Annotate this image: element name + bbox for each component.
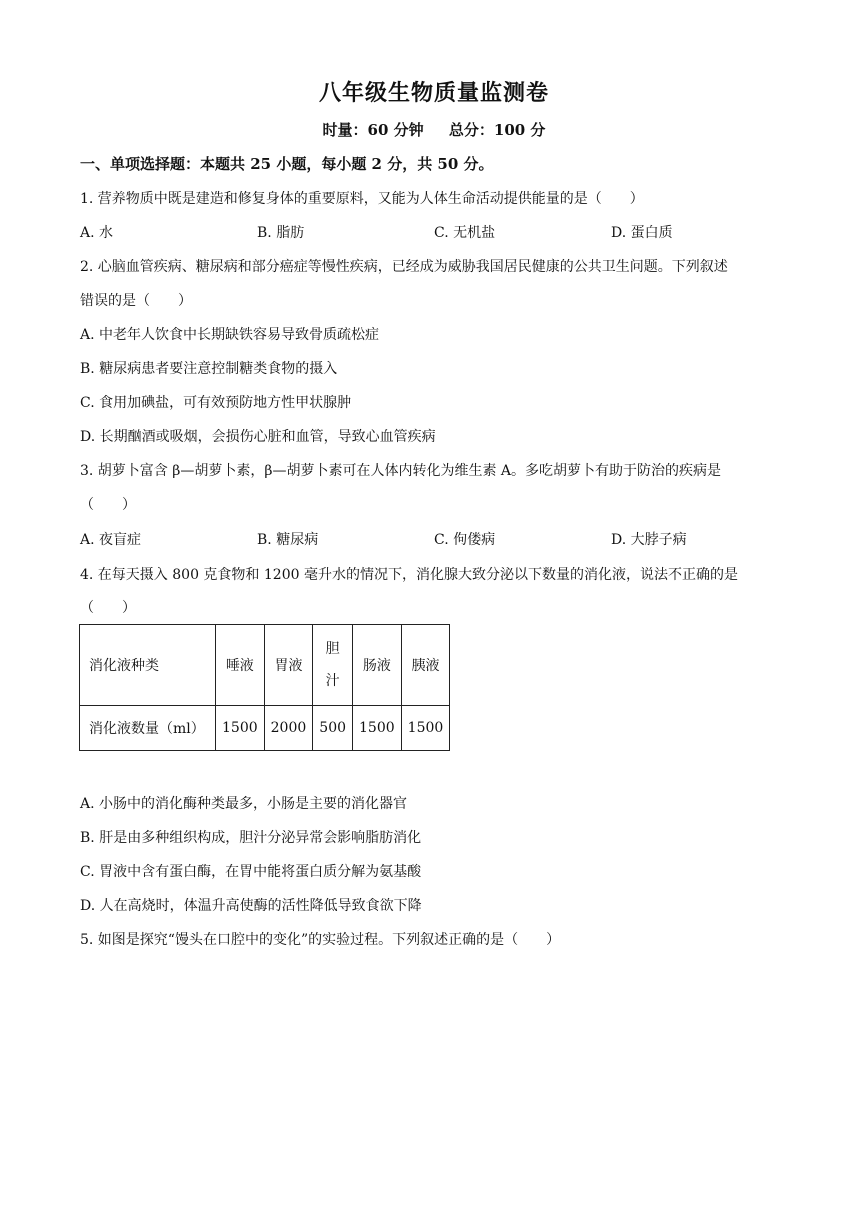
question-3-stem-line-1: 3. 胡萝卜富含 β—胡萝卜素，β—胡萝卜素可在人体内转化为维生素 A。多吃胡萝卜有助于防治的疾病是 (80, 463, 722, 479)
table-cell: 1500 (401, 706, 450, 751)
question-3-stem-line-2: （ ） (80, 497, 136, 513)
table-cell: 消化液数量（ml） (80, 706, 216, 751)
section-heading: 一、单项选择题：本题共 25 小题，每小题 2 分，共 50 分。 (80, 155, 494, 173)
time-limit: 时量：60 分钟 (322, 121, 424, 139)
question-3-option-a: A. 夜盲症 (80, 532, 142, 548)
page-title: 八年级生物质量监测卷 (318, 80, 549, 106)
question-3-option-c: C. 佝偻病 (434, 532, 496, 548)
question-2-option-d: D. 长期酗酒或吸烟，会损伤心脏和血管，导致心血管疾病 (80, 429, 436, 445)
question-5-stem: 5. 如图是探究“馒头在口腔中的变化”的实验过程。下列叙述正确的是（ ） (80, 932, 561, 948)
question-2-option-c: C. 食用加碘盐，可有效预防地方性甲状腺肿 (80, 395, 352, 411)
question-3-option-d: D. 大脖子病 (611, 532, 687, 548)
table-header-row (80, 625, 450, 706)
question-1-option-c: C. 无机盐 (434, 225, 496, 241)
table-header-cell: 胆汁 (313, 625, 353, 706)
table-header-cell: 胰液 (401, 625, 450, 706)
question-1-option-d: D. 蛋白质 (611, 225, 673, 241)
table-header-cell: 肠液 (353, 625, 402, 706)
question-1-option-a: A. 水 (80, 225, 114, 241)
question-2-stem-line-1: 2. 心脑血管疾病、糖尿病和部分癌症等慢性疾病，已经成为威胁我国居民健康的公共卫生问题。下列叙述 (80, 259, 728, 275)
question-4-option-b: B. 肝是由多种组织构成，胆汁分泌异常会影响脂肪消化 (80, 830, 422, 846)
table-row (80, 706, 450, 751)
table-cell: 2000 (264, 706, 313, 751)
table-header-cell: 唾液 (216, 625, 265, 706)
digestive-juice-table (79, 624, 450, 751)
question-3-option-b: B. 糖尿病 (257, 532, 319, 548)
question-4-option-d: D. 人在高烧时，体温升高使酶的活性降低导致食欲下降 (80, 898, 422, 914)
table-header-cell: 消化液种类 (80, 625, 216, 706)
question-4-stem-line-1: 4. 在每天摄入 800 克食物和 1200 毫升水的情况下，消化腺大致分泌以下数量的消化液，说法不正确的是 (80, 567, 738, 583)
exam-info (0, 119, 868, 140)
total-score: 总分：100 分 (448, 121, 546, 139)
question-2-option-a: A. 中老年人饮食中长期缺铁容易导致骨质疏松症 (80, 327, 380, 343)
question-1-stem: 1. 营养物质中既是建造和修复身体的重要原料，又能为人体生命活动提供能量的是（ ） (80, 191, 644, 207)
question-1-option-b: B. 脂肪 (257, 225, 305, 241)
table-cell: 500 (313, 706, 353, 751)
question-2-option-b: B. 糖尿病患者要注意控制糖类食物的摄入 (80, 361, 338, 377)
question-4-option-c: C. 胃液中含有蛋白酶，在胃中能将蛋白质分解为氨基酸 (80, 864, 422, 880)
question-4-stem-line-2: （ ） (80, 600, 136, 616)
table-header-cell: 胃液 (264, 625, 313, 706)
question-4-option-a: A. 小肠中的消化酶种类最多，小肠是主要的消化器官 (80, 796, 408, 812)
table-cell: 1500 (353, 706, 402, 751)
table-cell: 1500 (216, 706, 265, 751)
question-2-stem-line-2: 错误的是（ ） (80, 293, 192, 309)
